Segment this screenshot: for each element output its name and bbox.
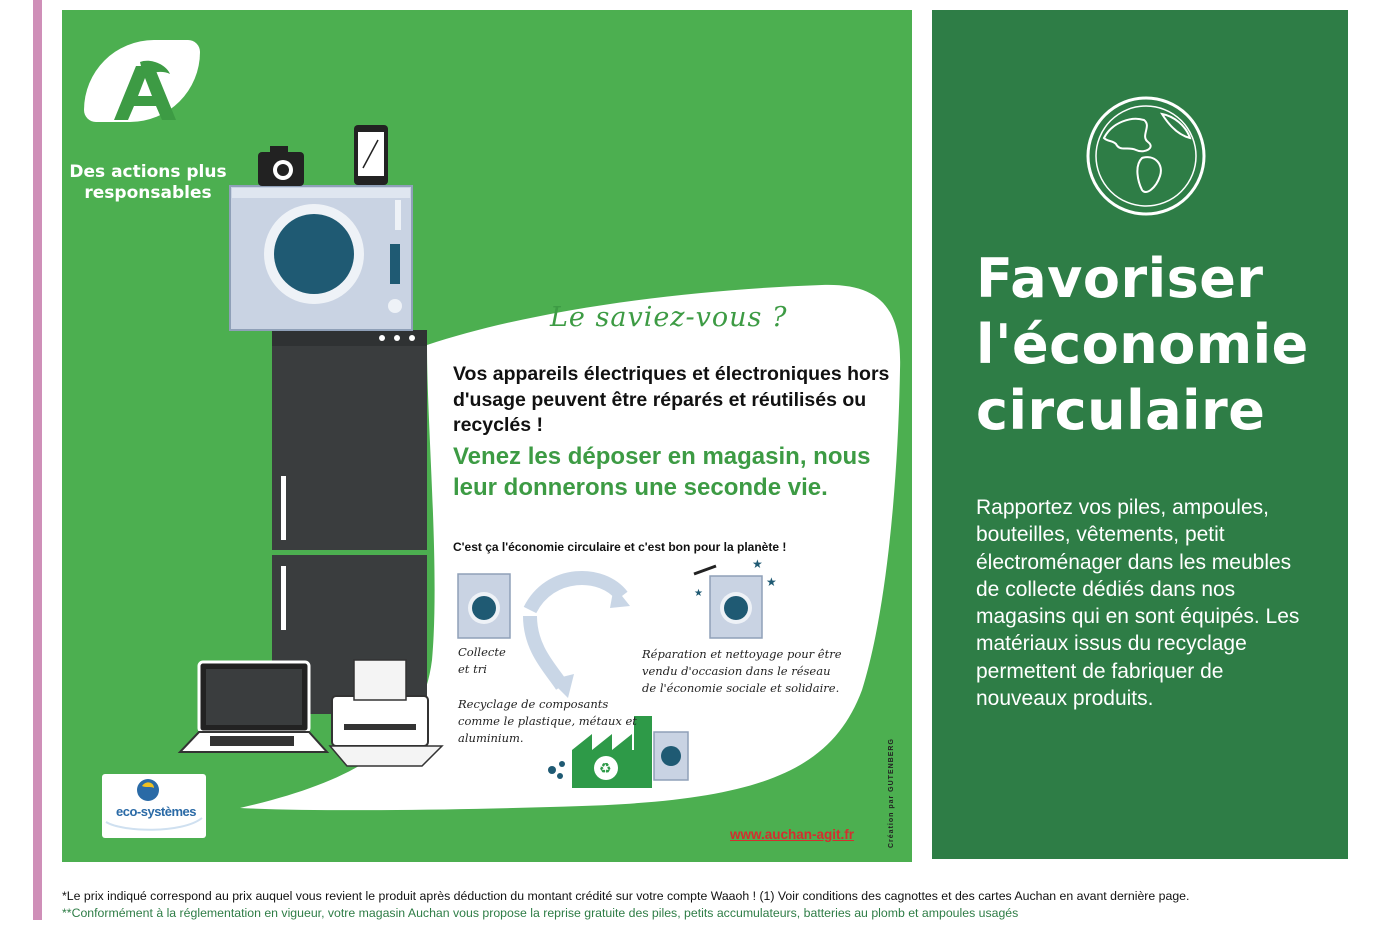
step-recyclage [458, 696, 637, 747]
step-reparation-line3: de l'économie sociale et solidaire. [642, 681, 840, 695]
step-collecte [458, 644, 506, 678]
footnote-regulation: **Conformément à la réglementation en vigueur, votre magasin Auchan vous propose la reprise gratuite des piles, petits accumulateurs, batteries au plomb et ampoules usagés [62, 906, 1019, 920]
svg-text:★: ★ [694, 588, 703, 599]
tagline-line1: Des actions plus [69, 162, 227, 182]
step-recyclage-line3: aluminium. [458, 731, 524, 745]
brand-tagline [62, 162, 234, 204]
right-info-panel [932, 10, 1348, 859]
intro-paragraph: Vos appareils électriques et électroniques hors d'usage peuvent être réparés et réutilisés ou recyclés ! [453, 363, 890, 436]
design-credit: Création par GUTENBERG [888, 738, 895, 848]
eco-systemes-name: eco-systèmes [116, 804, 196, 819]
step-collecte-line1: Collecte [458, 645, 506, 659]
svg-text:♻: ♻ [599, 761, 612, 777]
circular-economy-note: C'est ça l'économie circulaire et c'est bon pour la planète ! [453, 540, 787, 554]
headline-line3: circulaire [976, 379, 1266, 442]
headline-line2: l'économie [976, 313, 1309, 376]
step-recyclage-line1: Recyclage de composants [458, 697, 609, 711]
headline-line1: Favoriser [976, 247, 1264, 310]
tagline-line2: responsables [84, 183, 212, 203]
step-reparation [642, 646, 842, 697]
page-headline [976, 246, 1309, 444]
call-to-action: Venez les déposer en magasin, nous leur donnerons une seconde vie. [453, 443, 871, 501]
auchan-logo [110, 60, 180, 122]
step-reparation-line1: Réparation et nettoyage pour être [642, 647, 842, 661]
pink-margin-bar [33, 0, 42, 920]
step-recyclage-line2: comme le plastique, métaux et [458, 714, 637, 728]
left-info-panel [62, 10, 912, 862]
footnote-price: *Le prix indiqué correspond au prix auquel vous revient le produit après déduction du montant crédité sur votre compte Waaoh ! (1) Voir conditions des cagnottes et des cartes Auchan en avant dernière page. [62, 889, 1190, 903]
step-collecte-line2: et tri [458, 662, 487, 676]
recycling-body-text: Rapportez vos piles, ampoules, bouteilles, vêtements, petit électroménager dans les meubles de collecte dédiés dans nos magasins qui en sont équipés. Les matériaux issus du recyclage permettent de fabriquer de nouveaux produits. [976, 496, 1300, 711]
svg-text:★: ★ [766, 575, 777, 589]
step-reparation-line2: vendu d'occasion dans le réseau [642, 664, 831, 678]
did-you-know-title: Le saviez-vous ? [550, 302, 788, 333]
auchan-agit-link[interactable]: www.auchan-agit.fr [730, 827, 855, 842]
svg-text:★: ★ [752, 557, 763, 571]
footnotes [62, 888, 1362, 922]
globe-icon [1082, 92, 1210, 220]
